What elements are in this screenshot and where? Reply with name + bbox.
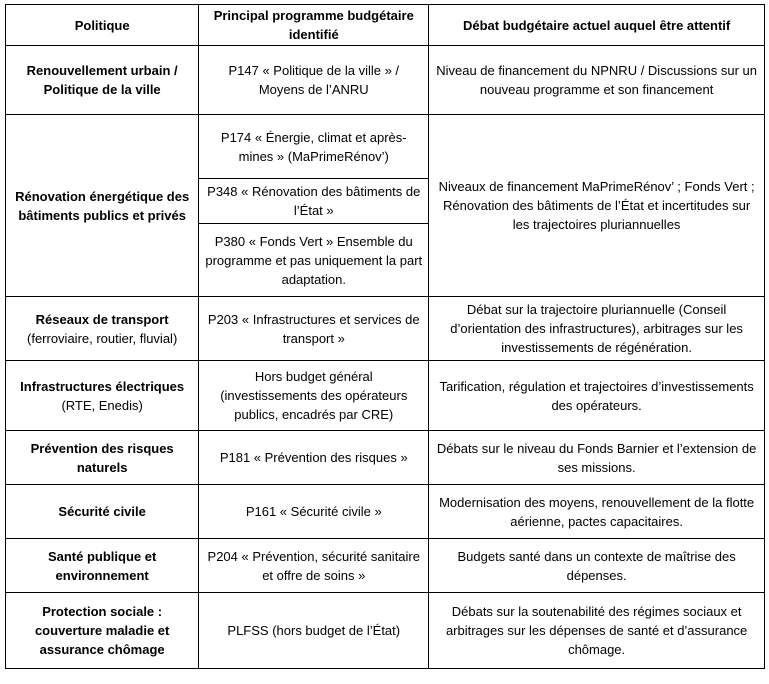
debate-cell: Niveau de financement du NPNRU / Discussions sur un nouveau programme et son financement — [429, 46, 765, 115]
programme-cell: P174 « Énergie, climat et après-mines » (MaPrimeRénov’) — [199, 115, 429, 179]
debate-cell: Débat sur la trajectoire pluriannuelle (Conseil d’orientation des infrastructures), arbitrages sur les investissements de régénération. — [429, 297, 765, 361]
policy-cell — [6, 297, 199, 361]
policy-cell: Renouvellement urbain / Politique de la ville — [6, 46, 199, 115]
programme-cell: PLFSS (hors budget de l’État) — [199, 593, 429, 669]
policy-subtitle: (RTE, Enedis) — [61, 397, 143, 413]
debate-cell: Tarification, régulation et trajectoires d’investissements des opérateurs. — [429, 361, 765, 431]
table-row — [6, 431, 765, 485]
table-row — [6, 361, 765, 431]
programme-cell: P380 « Fonds Vert » Ensemble du programme et pas uniquement la part adaptation. — [199, 224, 429, 297]
debate-cell: Niveaux de financement MaPrimeRénov’ ; Fonds Vert ; Rénovation des bâtiments de l’État et incertitudes sur les trajectoires pluriannuelles — [429, 115, 765, 297]
policy-cell — [6, 361, 199, 431]
table-row — [6, 539, 765, 593]
policy-cell: Prévention des risques naturels — [6, 431, 199, 485]
debate-cell: Débats sur la soutenabilité des régimes sociaux et arbitrages sur les dépenses de santé et d’assurance chômage. — [429, 593, 765, 669]
programme-cell: P161 « Sécurité civile » — [199, 485, 429, 539]
debate-cell: Budgets santé dans un contexte de maîtrise des dépenses. — [429, 539, 765, 593]
programme-cell: P147 « Politique de la ville » / Moyens de l’ANRU — [199, 46, 429, 115]
header-debat: Débat budgétaire actuel auquel être attentif — [429, 5, 765, 46]
policy-cell: Santé publique et environnement — [6, 539, 199, 593]
table-row — [6, 485, 765, 539]
policy-title: Réseaux de transport — [35, 311, 169, 327]
programme-cell: Hors budget général (investissements des opérateurs publics, encadrés par CRE) — [199, 361, 429, 431]
budget-table — [5, 4, 765, 669]
programme-cell: P348 « Rénovation des bâtiments de l’État » — [199, 179, 429, 224]
table-row — [6, 297, 765, 361]
table-row — [6, 593, 765, 669]
programme-cell: P181 « Prévention des risques » — [199, 431, 429, 485]
policy-cell: Rénovation énergétique des bâtiments publics et privés — [6, 115, 199, 297]
policy-cell: Sécurité civile — [6, 485, 199, 539]
debate-cell: Débats sur le niveau du Fonds Barnier et l’extension de ses missions. — [429, 431, 765, 485]
header-politique: Politique — [6, 5, 199, 46]
programme-cell: P203 « Infrastructures et services de transport » — [199, 297, 429, 361]
header-row — [6, 5, 765, 46]
policy-subtitle: (ferroviaire, routier, fluvial) — [27, 330, 178, 346]
programme-cell: P204 « Prévention, sécurité sanitaire et offre de soins » — [199, 539, 429, 593]
policy-title: Infrastructures électriques — [20, 378, 185, 394]
policy-cell: Protection sociale : couverture maladie et assurance chômage — [6, 593, 199, 669]
debate-cell: Modernisation des moyens, renouvellement de la flotte aérienne, pactes capacitaires. — [429, 485, 765, 539]
header-programme: Principal programme budgétaire identifié — [199, 5, 429, 46]
table-row — [6, 115, 765, 179]
table-row — [6, 46, 765, 115]
